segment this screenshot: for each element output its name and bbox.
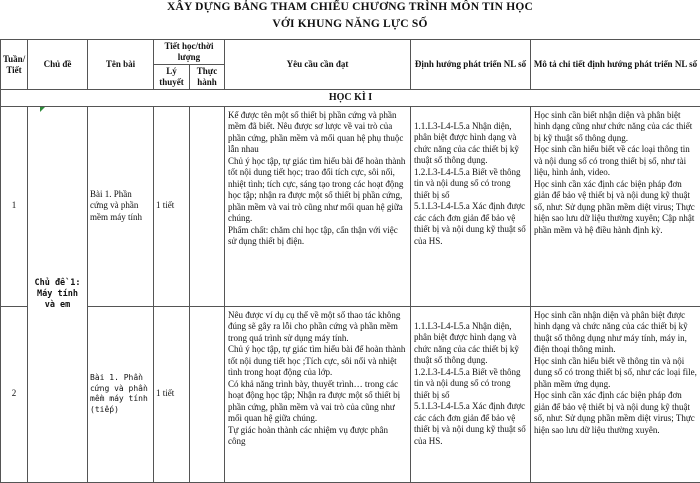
week-cell: 2 [1, 306, 28, 482]
lesson-cell: Bài 1. Phần cứng và phần mềm máy tính [88, 106, 154, 306]
requirement-cell [225, 106, 411, 306]
description-cell [531, 106, 700, 306]
requirement-cell [225, 306, 411, 482]
header-row [1, 40, 700, 65]
description-text: Học sinh cần xác định các biện pháp đơn giản để bảo vệ thiết bị và nội dung kỹ thuật số, như: Sử dụng phần mềm diệt virus; Thực hiện sao lưu dữ liệu thường xuyên. [534, 390, 697, 436]
header-description: Mô tả chi tiết định hướng phát triển NL số [531, 40, 700, 90]
semester-label: HỌC KÌ I [1, 90, 700, 107]
document-subtitle: VỚI KHUNG NĂNG LỰC SỐ [0, 18, 700, 30]
description-text: Học sinh cần hiểu biết về các loại thông tin và nội dung số có trong thiết bị số, như tài liệu, hình ảnh, video. [534, 144, 697, 179]
practice-cell [190, 106, 225, 306]
requirement-text: Nêu được ví dụ cụ thể về một số thao tác không đúng sẽ gây ra lỗi cho phần cứng và phần mềm trong quá trình sử dụng máy tính. [228, 310, 407, 345]
header-direction: Định hướng phát triển NL số [411, 40, 531, 90]
semester-row [1, 90, 700, 107]
requirement-text: Chủ ý học tập, tự giác tìm hiểu bài để hoàn thành tốt nội dung tiết học; trao đổi tích cực, sôi nổi, nhiệt tình; tích cực, sáng tạo trong các hoạt động học tập; nhận ra được một số thiết bị phần cứng, phần mềm và vai trò cũng như mối quan hệ giữa chúng. [228, 156, 407, 225]
description-text: Học sinh cần nhận diện và phân biệt được hình dạng và chức năng của các thiết bị kỹ thuật số thông dụng như máy tính, máy in, điện thoại thông minh. [534, 310, 697, 356]
direction-text: 5.1.L3-L4-L5.a Xác định được các cách đơn giản để bảo vệ thiết bị và nội dung kỹ thuật số của HS. [414, 201, 527, 247]
requirement-text: Kể được tên một số thiết bị phần cứng và phần mềm đã biết. Nêu được sơ lược về vai trò của phần cứng, phần mềm và mối quan hệ phụ thuộc lẫn nhau [228, 110, 407, 156]
direction-text: 1.2.L3-L4-L5.a Biết về thông tin và nội dung số có trong thiết bị số [414, 367, 527, 402]
header-periods: Tiết học/thời lượng [154, 40, 225, 65]
cell-comment-marker-icon [40, 107, 45, 112]
table-row [1, 106, 700, 306]
direction-text: 5.1.L3-L4-L5.a Xác định được các cách đơn giản để bảo vệ thiết bị và nội dung kỹ thuật số của HS. [414, 401, 527, 447]
header-requirement: Yêu cầu cần đạt [225, 40, 411, 90]
direction-cell [411, 106, 531, 306]
description-cell [531, 306, 700, 482]
theory-cell: 1 tiết [154, 306, 190, 482]
requirement-text: Chủ ý học tập, tự giác tìm hiểu bài để hoàn thành tốt nội dung tiết học ;Tích cực, sôi nổi và nhiệt tình trong hoạt động của lớp. [228, 344, 407, 379]
table-row [1, 306, 700, 482]
requirement-text: Có khả năng trình bày, thuyết trình… trong các hoạt động học tập; Nhận ra được một số thiết bị phần cứng, phần mềm và vai trò của cũng như mối quan hệ giữa chúng. [228, 379, 407, 425]
theory-cell: 1 tiết [154, 106, 190, 306]
header-topic: Chủ đề [28, 40, 88, 90]
requirement-text: Tự giác hoàn thành các nhiệm vụ được phân công [228, 425, 407, 448]
header-practice: Thực hành [190, 65, 225, 90]
lesson-cell: Bài 1. Phần cứng và phần mềm máy tính (tiếp) [88, 306, 154, 482]
header-week: Tuần/ Tiết [1, 40, 28, 90]
header-lesson: Tên bài [88, 40, 154, 90]
description-text: Học sinh cần hiểu biết về thông tin và nội dung số có trong thiết bị số, như các loại file, phần mềm ứng dụng. [534, 356, 697, 391]
reference-table [0, 39, 700, 483]
direction-text: 1.1.L3-L4-L5.a Nhận diện, phân biệt được hình dạng và chức năng của các thiết bị kỹ thuật số thông dụng. [414, 321, 527, 367]
week-cell: 1 [1, 106, 28, 306]
practice-cell [190, 306, 225, 482]
description-text: Học sinh cần biết nhận diện và phân biệt hình dạng cũng như chức năng của các thiết bị kỹ thuật số thông dụng. [534, 110, 697, 145]
topic-cell: Chủ đề 1: Máy tính và em [28, 106, 88, 482]
direction-cell [411, 306, 531, 482]
document-title: XÂY DỰNG BẢNG THAM CHIẾU CHƯƠNG TRÌNH MÔN TIN HỌC [0, 1, 700, 13]
direction-text: 1.2.L3-L4-L5.a Biết về thông tin và nội dung số có trong thiết bị số [414, 167, 527, 202]
direction-text: 1.1.L3-L4-L5.a Nhận diện, phân biệt được hình dạng và chức năng của các thiết bị kỹ thuật số thông dụng. [414, 121, 527, 167]
requirement-text: Phẩm chất: chăm chỉ học tập, cẩn thận với việc sử dụng thiết bị điện. [228, 225, 407, 248]
header-theory: Lý thuyết [154, 65, 190, 90]
description-text: Học sinh cần xác định các biện pháp đơn giản để bảo vệ thiết bị và nội dung kỹ thuật số, như: Sử dụng phần mềm diệt virus; Thực hiện sao lưu dữ liệu thường xuyên; Cập nhật phần mềm và hệ điều hành định kỳ. [534, 179, 697, 237]
